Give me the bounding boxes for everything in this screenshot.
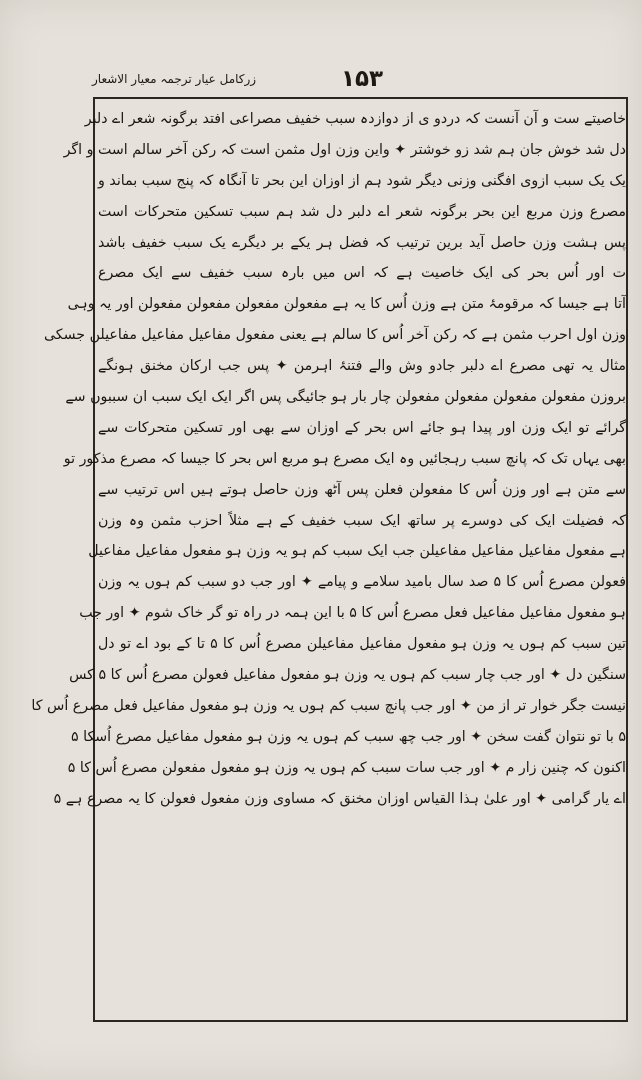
text-line: مثال یہ تھی مصرع اے دلبر جادو وش والے فتنۂ اہرمن ✦ پس جب ارکان مخنق ہونگے bbox=[98, 358, 626, 375]
text-line: اے یار گرامی ✦ اور علیٰ ہذا القیاس اوزان مخنق کہ مساوی وزن مفعول فعولن کا یہ مصرع ہے ۵ bbox=[53, 790, 626, 807]
text-line: ہو مفعول مفاعیل مفاعیل فعل مصرع اُس کا ۵ با این ہمہ در راہ تو گر خاک شوم ✦ اور جب bbox=[79, 605, 626, 622]
text-line: نیست جگر خوار تر از من ✦ اور جب پانچ سبب کم ہوں یہ وزن ہو مفعول مفاعیل فعل مصرع اُس کا bbox=[31, 697, 626, 714]
text-line: سے متن ہے اور وزن اُس کا مفعولن فعلن پس آٹھ وزن حاصل ہوتے ہیں اس ترتیب سے bbox=[98, 481, 626, 498]
text-line: بروزن مفعولن مفعولن مفعولن مفعولن چار بار ہو جائیگی پس اگر ایک ایک سبب ان سببوں سے bbox=[65, 389, 626, 406]
text-line: ہے مفعول مفاعیل مفاعیل مفاعیلن جب ایک سبب کم ہو یہ وزن ہو مفعول مفاعیل مفاعیل bbox=[88, 543, 626, 560]
body-text bbox=[31, 104, 627, 814]
text-line: تین سبب کم ہوں یہ وزن ہو مفعول مفاعیل مفاعیلن مصرع اُس کا ۵ تا کے بود اے تو دل bbox=[98, 636, 627, 653]
text-line: مصرع وزن مربع این بحر برگونہ شعر اے دلبر دل شد ہم سبب تسکین متحرکات است bbox=[98, 203, 626, 220]
text-line: کہ فضیلت ایک کی دوسرے پر ساتھ ایک سبب خفیف کے ہے مثلاً احزب مثمن وہ وزن bbox=[98, 512, 626, 529]
running-title: زرکامل عیار ترجمہ معیار الاشعار bbox=[92, 72, 257, 86]
page-header bbox=[92, 62, 632, 96]
text-line: خاصیتے ست و آن آنست کہ دردو ی از دوازدہ سبب خفیف مصراعی افتد برگونہ شعر اے دلبر bbox=[84, 111, 626, 127]
text-line: ۵ با تو نتوان گفت سخن ✦ اور جب چھ سبب کم ہوں یہ وزن ہو مفعول مفاعیل مصرع اُسکا ۵ bbox=[70, 728, 626, 745]
text-line: فعولن مصرع اُس کا ۵ صد سال بامید سلامے و پیامے ✦ اور جب دو سبب کم ہوں یہ وزن bbox=[98, 574, 627, 591]
text-line: ت اور اُس بحر کی ایک خاصیت ہے کہ اس میں بارہ سبب خفیف سے ایک مصرع bbox=[98, 265, 626, 282]
text-line: بھی یہاں تک کہ پانچ سبب رہجائیں وہ ایک مصرع ہو مربع اس بحر کا جیسا کہ مصرع مذکور تو bbox=[63, 450, 626, 467]
text-line: وزن اول احرب مثمن ہے کہ رکن آخر اُس کا سالم ہے یعنی مفعول مفاعیل مفاعیل مفاعیلن جسکی bbox=[43, 327, 626, 344]
text-line: دل شد خوش جان ہم شد زو خوشتر ✦ واین وزن اول مثمن است کہ رکن آخر سالم است و اگر bbox=[63, 141, 626, 158]
text-line: آتا ہے جیسا کہ مرقومۂ متن ہے وزن اُس کا یہ ہے مفعولن مفعولن مفعولن مفعولن اور یہ وہی bbox=[67, 296, 626, 313]
text-line: سنگین دل ✦ اور جب چار سبب کم ہوں یہ وزن ہو مفعول مفاعیل فعولن مصرع اُس کا ۵ کس bbox=[69, 667, 626, 684]
page-number: ۱۵۳ bbox=[340, 66, 384, 92]
text-line: گرائے تو ایک وزن اور پیدا ہو جائے اس بحر کے اوزان سے بھی اور تسکین متحرکات سے bbox=[98, 419, 626, 436]
text-line: پس ہشت وزن حاصل آید برین ترتیب کہ فضل ہر یکے بر دیگرے یک سبب خفیف باشد bbox=[98, 234, 626, 251]
text-line: اکنون کہ چنین زار م ✦ اور جب سات سبب کم ہوں یہ وزن ہو مفعول مفعولن مصرع اُس کا ۵ bbox=[67, 759, 626, 776]
text-line: یک یک سبب ازوی افگنی وزنی دیگر شود ہم از اوزان این بحر تا آنگاہ کہ پنج سبب بماند و bbox=[98, 172, 626, 189]
